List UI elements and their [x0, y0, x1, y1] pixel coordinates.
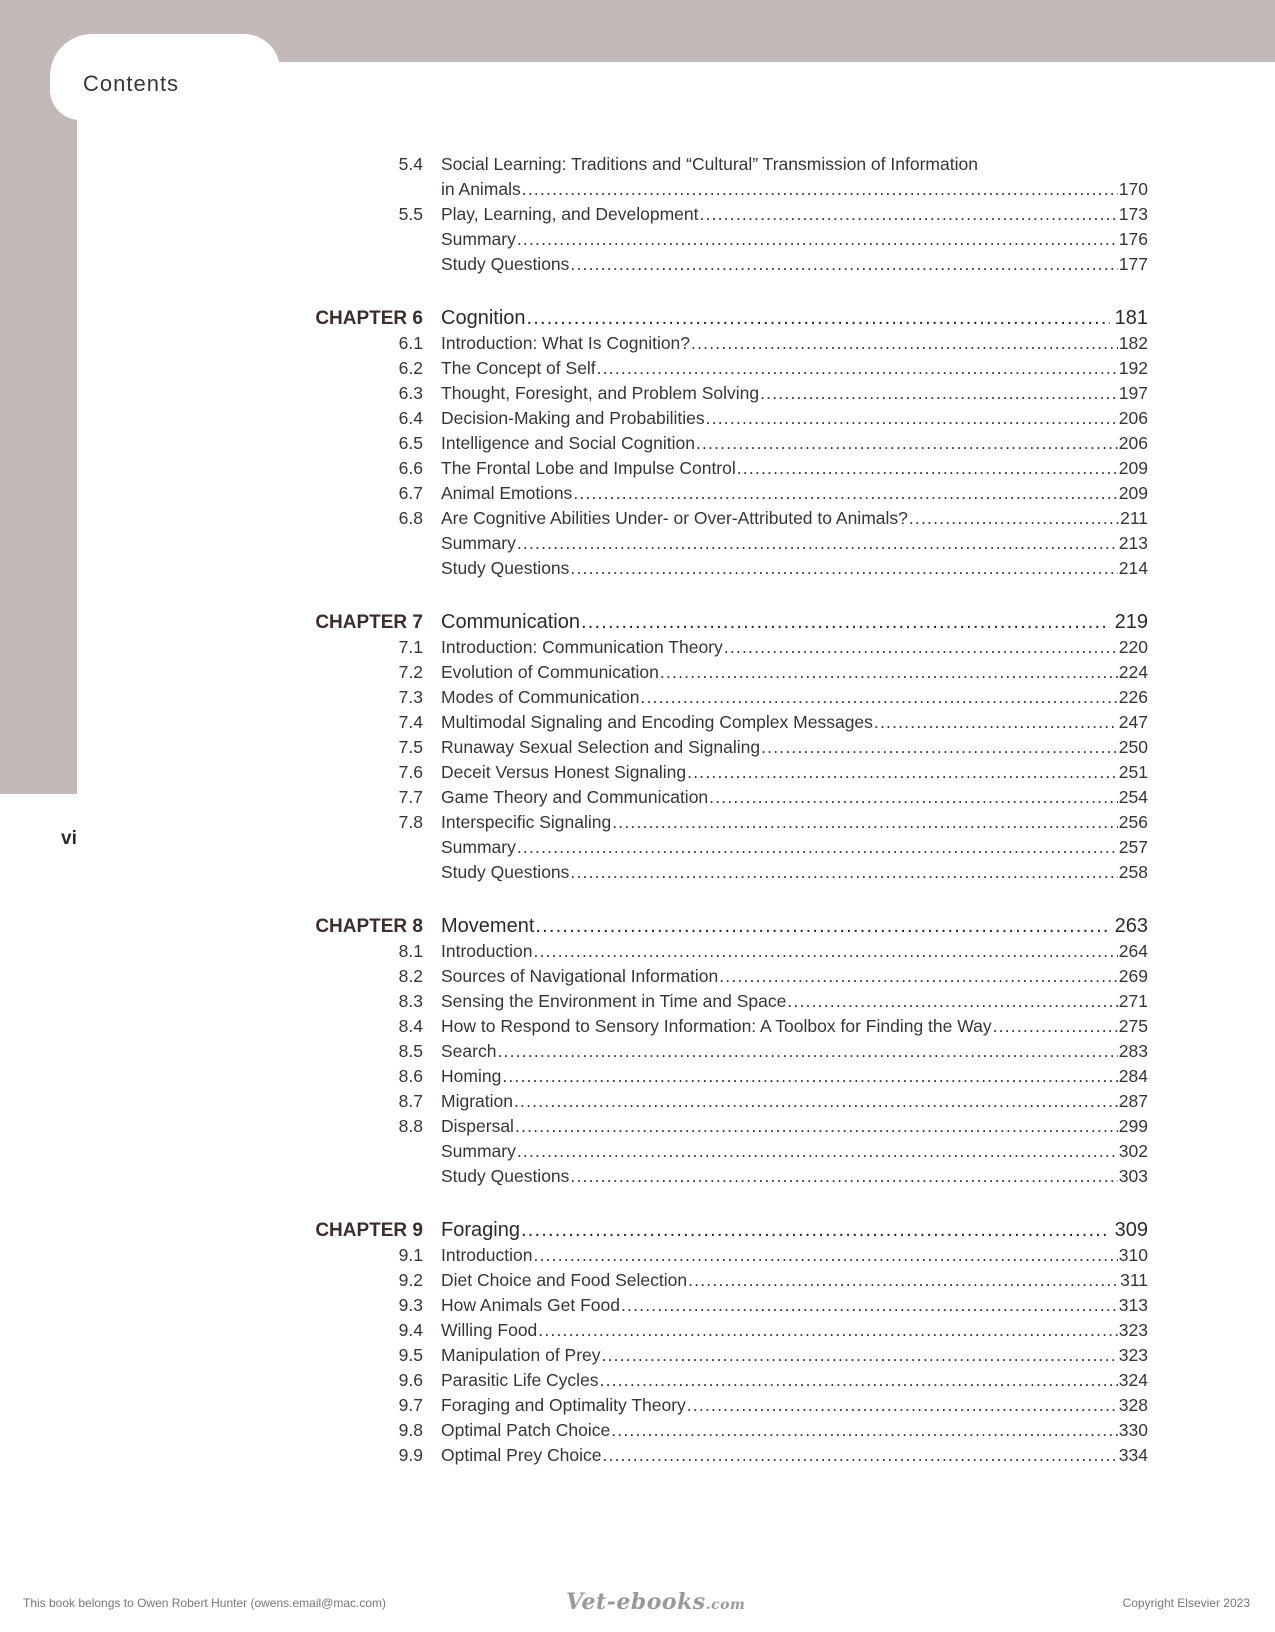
- toc-entry: [441, 1039, 1148, 1064]
- toc-section-row: [300, 1418, 1148, 1443]
- toc-page-number: 323: [1118, 1345, 1148, 1365]
- toc-section-number: 8.1: [398, 941, 423, 961]
- toc-section-number: 5.5: [398, 204, 423, 224]
- toc-dot-leader: [640, 685, 1117, 710]
- toc-section-number: 9.7: [398, 1395, 423, 1415]
- toc-section-row: [300, 1393, 1148, 1418]
- toc-entry-title: Animal Emotions: [441, 483, 573, 503]
- toc-entry-title: Diet Choice and Food Selection: [441, 1270, 688, 1290]
- toc-page-number: 209: [1118, 483, 1148, 503]
- toc-entry: [441, 1139, 1148, 1164]
- toc-section-row: [300, 331, 1148, 356]
- toc-page-number: 284: [1118, 1066, 1148, 1086]
- toc-dot-leader: [874, 710, 1118, 735]
- toc-entry-title: Foraging: [441, 1219, 520, 1241]
- toc-entry-title: Intelligence and Social Cognition: [441, 433, 695, 453]
- toc-entry-title: Introduction: [441, 1245, 533, 1265]
- toc-entry: [441, 456, 1148, 481]
- toc-entry-title: Sensing the Environment in Time and Space: [441, 991, 787, 1011]
- toc-dot-leader: [621, 1293, 1118, 1318]
- toc-dot-leader: [515, 1114, 1118, 1139]
- toc-dot-leader: [687, 760, 1118, 785]
- toc-entry: [441, 252, 1148, 277]
- toc-entry-title: Introduction: What Is Cognition?: [441, 333, 691, 353]
- toc-section-number: 8.7: [398, 1091, 423, 1111]
- toc-entry-title: Are Cognitive Abilities Under- or Over-Attributed to Animals?: [441, 508, 908, 528]
- toc-entry: [441, 1164, 1148, 1189]
- toc-page-number: 313: [1118, 1295, 1148, 1315]
- toc-entry: [441, 860, 1148, 885]
- toc-chapter-row: [300, 305, 1148, 331]
- toc-page-number: 220: [1118, 637, 1148, 657]
- toc-entry-title: Study Questions: [441, 862, 570, 882]
- toc-dot-leader: [611, 1418, 1118, 1443]
- toc-page-number: 254: [1118, 787, 1148, 807]
- toc-entry: [441, 810, 1148, 835]
- toc-section-row: [300, 1443, 1148, 1468]
- toc-section-row: [300, 1064, 1148, 1089]
- toc-section-number: 9.3: [398, 1295, 423, 1315]
- toc-section-row: [300, 1243, 1148, 1268]
- toc-entry: [441, 406, 1148, 431]
- toc-entry-title: Dispersal: [441, 1116, 514, 1136]
- toc-entry: [441, 964, 1148, 989]
- toc-entry: [441, 481, 1148, 506]
- toc-entry: [441, 356, 1148, 381]
- toc-dot-leader: [699, 202, 1117, 227]
- footer-logo-suffix: .com: [705, 1597, 746, 1613]
- toc-entry: [441, 1418, 1148, 1443]
- toc-entry-title: Homing: [441, 1066, 502, 1086]
- toc-dot-leader: [696, 431, 1118, 456]
- toc-section-number: 7.7: [398, 787, 423, 807]
- toc-entry-title: Modes of Communication: [441, 687, 640, 707]
- toc-section-number: 6.3: [398, 383, 423, 403]
- toc-entry: [441, 306, 1148, 331]
- toc-section-row: [300, 556, 1148, 581]
- toc-dot-leader: [760, 381, 1118, 406]
- toc-section-number: 7.3: [398, 687, 423, 707]
- toc-entry: [441, 785, 1148, 810]
- toc-entry-title: Willing Food: [441, 1320, 538, 1340]
- toc-entry-title: Parasitic Life Cycles: [441, 1370, 599, 1390]
- toc-section-number: 7.1: [398, 637, 423, 657]
- toc-section-number: 6.7: [398, 483, 423, 503]
- toc-section-row: [300, 381, 1148, 406]
- toc-entry: [441, 177, 1148, 202]
- toc-section-number: 6.1: [398, 333, 423, 353]
- toc-section-number: 6.8: [398, 508, 423, 528]
- toc-section-row: [300, 456, 1148, 481]
- toc-entry-title: The Concept of Self: [441, 358, 596, 378]
- toc-entry: [441, 1368, 1148, 1393]
- toc-section-row: [300, 177, 1148, 202]
- toc-dot-leader: [502, 1064, 1117, 1089]
- toc-entry: [441, 760, 1148, 785]
- toc-entry: [441, 685, 1148, 710]
- toc-dot-leader: [691, 331, 1118, 356]
- toc-chapter-label: CHAPTER 9: [315, 1220, 423, 1241]
- toc-page-number: 330: [1118, 1420, 1148, 1440]
- toc-dot-leader: [719, 964, 1118, 989]
- toc-section-row: [300, 481, 1148, 506]
- toc-section-row: [300, 227, 1148, 252]
- toc-section-row: [300, 1343, 1148, 1368]
- toc-entry-title: Optimal Patch Choice: [441, 1420, 611, 1440]
- toc-page-number: 334: [1118, 1445, 1148, 1465]
- toc-section-row: [300, 1014, 1148, 1039]
- toc-entry-title: Introduction: Communication Theory: [441, 637, 723, 657]
- toc-entry: [441, 610, 1148, 635]
- toc-section-number: 8.5: [398, 1041, 423, 1061]
- toc-entry: [441, 431, 1148, 456]
- toc-entry-title: Cognition: [441, 307, 526, 329]
- toc-dot-leader: [688, 1268, 1119, 1293]
- toc-page-number: 247: [1118, 712, 1148, 732]
- toc-chapter-row: [300, 609, 1148, 635]
- toc-section-number: 8.8: [398, 1116, 423, 1136]
- toc-section-row: [300, 810, 1148, 835]
- toc-entry-title: Study Questions: [441, 254, 570, 274]
- toc-page-number: 213: [1118, 533, 1148, 553]
- toc-entry-title: Summary: [441, 837, 516, 857]
- toc-entry-title: How to Respond to Sensory Information: A Toolbox for Finding the Way: [441, 1016, 992, 1036]
- toc-dot-leader: [570, 860, 1117, 885]
- toc-dot-leader: [527, 306, 1110, 331]
- toc-entry: [441, 506, 1148, 531]
- toc-entry-title: Game Theory and Communication: [441, 787, 709, 807]
- toc-dot-leader: [533, 1243, 1117, 1268]
- toc-section-row: [300, 685, 1148, 710]
- toc-section-row: [300, 506, 1148, 531]
- toc-dot-leader: [570, 252, 1117, 277]
- toc-section-row: [300, 660, 1148, 685]
- toc-dot-leader: [660, 660, 1118, 685]
- toc-section-row: [300, 1139, 1148, 1164]
- toc-entry: [441, 1443, 1148, 1468]
- toc-entry-title: in Animals: [441, 179, 521, 199]
- toc-section-number: 7.5: [398, 737, 423, 757]
- toc-page-number: 275: [1118, 1016, 1148, 1036]
- toc-entry: [441, 660, 1148, 685]
- toc-entry: [441, 381, 1148, 406]
- toc-entry: [441, 1243, 1148, 1268]
- toc-page-number: 302: [1118, 1141, 1148, 1161]
- footer-logo-text: Vet-ebooks: [566, 1589, 706, 1615]
- toc-entry-title: Evolution of Communication: [441, 662, 659, 682]
- toc-section-row: [300, 860, 1148, 885]
- toc-section-row: [300, 710, 1148, 735]
- toc-page-number: 197: [1118, 383, 1148, 403]
- toc-dot-leader: [535, 914, 1109, 939]
- toc-section-number: 9.2: [398, 1270, 423, 1290]
- toc-section-row: [300, 835, 1148, 860]
- toc-page-number: 263: [1114, 915, 1148, 937]
- toc-entry: [441, 835, 1148, 860]
- toc-section-row: [300, 1268, 1148, 1293]
- toc-entry: [441, 1343, 1148, 1368]
- toc-section-number: 6.4: [398, 408, 423, 428]
- toc-entry-title: Runaway Sexual Selection and Signaling: [441, 737, 761, 757]
- toc-dot-leader: [497, 1039, 1117, 1064]
- toc-entry-title: Decision-Making and Probabilities: [441, 408, 705, 428]
- running-head: Contents: [83, 71, 180, 96]
- toc-dot-leader: [521, 1218, 1110, 1243]
- toc-entry-title: Summary: [441, 1141, 516, 1161]
- toc-dot-leader: [517, 531, 1118, 556]
- toc-section-row: [300, 152, 1148, 177]
- toc-section-number: 5.4: [398, 154, 423, 174]
- toc-section-row: [300, 1089, 1148, 1114]
- toc-chapter-label: CHAPTER 7: [315, 612, 423, 633]
- toc-entry: [441, 735, 1148, 760]
- toc-dot-leader: [787, 989, 1117, 1014]
- toc-entry-title: Thought, Foresight, and Problem Solving: [441, 383, 760, 403]
- toc-page-number: 250: [1118, 737, 1148, 757]
- toc-entry: [441, 1064, 1148, 1089]
- toc-entry: [441, 1318, 1148, 1343]
- toc-section-number: 9.4: [398, 1320, 423, 1340]
- side-decorative-band: [0, 0, 77, 794]
- toc-section-number: 8.6: [398, 1066, 423, 1086]
- toc-entry-title: The Frontal Lobe and Impulse Control: [441, 458, 736, 478]
- toc-entry: [441, 939, 1148, 964]
- toc-page-number: 251: [1118, 762, 1148, 782]
- toc-section-row: [300, 1039, 1148, 1064]
- toc-entry-title: Play, Learning, and Development: [441, 204, 699, 224]
- footer-ownership-note: This book belongs to Owen Robert Hunter (owens.email@mac.com): [23, 1596, 386, 1610]
- toc-page-number: 283: [1118, 1041, 1148, 1061]
- toc-entry: [441, 227, 1148, 252]
- toc-entry-title: Search: [441, 1041, 497, 1061]
- toc-entry-title: Communication: [441, 611, 580, 633]
- toc-dot-leader: [538, 1318, 1118, 1343]
- toc-dot-leader: [909, 506, 1119, 531]
- footer-copyright: Copyright Elsevier 2023: [1122, 1596, 1250, 1610]
- toc-dot-leader: [724, 635, 1118, 660]
- toc-section-row: [300, 1114, 1148, 1139]
- toc-section-row: [300, 1164, 1148, 1189]
- toc-page-number: 256: [1118, 812, 1148, 832]
- footer-logo: [566, 1589, 745, 1615]
- toc-section-row: [300, 356, 1148, 381]
- toc-section-row: [300, 202, 1148, 227]
- toc-dot-leader: [570, 1164, 1117, 1189]
- toc-dot-leader: [602, 1343, 1118, 1368]
- toc-section-number: 6.2: [398, 358, 423, 378]
- toc-page-number: 177: [1118, 254, 1148, 274]
- toc-section-number: 9.5: [398, 1345, 423, 1365]
- toc-entry: [441, 1218, 1148, 1243]
- toc-section-number: 9.9: [398, 1445, 423, 1465]
- toc-dot-leader: [517, 835, 1118, 860]
- toc-dot-leader: [533, 939, 1117, 964]
- toc-page-number: 170: [1118, 179, 1148, 199]
- toc-section-number: 6.6: [398, 458, 423, 478]
- toc-section-row: [300, 760, 1148, 785]
- toc-entry-title: Multimodal Signaling and Encoding Complex Messages: [441, 712, 873, 732]
- toc-entry: [441, 556, 1148, 581]
- toc-dot-leader: [570, 556, 1117, 581]
- toc-dot-leader: [600, 1368, 1118, 1393]
- toc-entry: [441, 635, 1148, 660]
- toc-page-number: 271: [1118, 991, 1148, 1011]
- toc-entry: [441, 331, 1148, 356]
- toc-section-row: [300, 785, 1148, 810]
- toc-section-number: 8.2: [398, 966, 423, 986]
- toc-section-row: [300, 531, 1148, 556]
- toc-entry-title: Migration: [441, 1091, 513, 1111]
- toc-page-number: 182: [1118, 333, 1148, 353]
- toc-dot-leader: [612, 810, 1118, 835]
- toc-chapter-row: [300, 1217, 1148, 1243]
- toc-page-number: 328: [1118, 1395, 1148, 1415]
- toc-page-number: 224: [1118, 662, 1148, 682]
- toc-entry-title: Deceit Versus Honest Signaling: [441, 762, 687, 782]
- toc-entry-title: Summary: [441, 229, 516, 249]
- toc-page-number: 258: [1118, 862, 1148, 882]
- toc-page-number: 323: [1118, 1320, 1148, 1340]
- toc-section-row: [300, 252, 1148, 277]
- toc-entry: [441, 1089, 1148, 1114]
- toc-entry: [441, 152, 1148, 177]
- toc-entry: [441, 1014, 1148, 1039]
- toc-dot-leader: [602, 1443, 1117, 1468]
- toc-entry: [441, 1393, 1148, 1418]
- toc-chapter-label: CHAPTER 6: [315, 308, 423, 329]
- toc-section-row: [300, 431, 1148, 456]
- toc-dot-leader: [687, 1393, 1118, 1418]
- toc-section-row: [300, 1318, 1148, 1343]
- toc-section-number: 9.1: [398, 1245, 423, 1265]
- toc-dot-leader: [581, 610, 1110, 635]
- toc-section-row: [300, 635, 1148, 660]
- toc-entry-title: Study Questions: [441, 558, 570, 578]
- toc-section-row: [300, 735, 1148, 760]
- toc-dot-leader: [514, 1089, 1118, 1114]
- toc-page-number: 269: [1118, 966, 1148, 986]
- toc-dot-leader: [737, 456, 1118, 481]
- toc-page-number: 287: [1118, 1091, 1148, 1111]
- toc-entry: [441, 1293, 1148, 1318]
- toc-entry: [441, 202, 1148, 227]
- toc-entry-title: Interspecific Signaling: [441, 812, 612, 832]
- toc-page-number: 211: [1120, 508, 1148, 528]
- toc-entry: [441, 1114, 1148, 1139]
- toc-section-number: 7.4: [398, 712, 423, 732]
- toc-page-number: 192: [1118, 358, 1148, 378]
- toc-entry-title: Social Learning: Traditions and “Cultural” Transmission of Information: [441, 154, 978, 174]
- toc-section-row: [300, 406, 1148, 431]
- toc-entry-title: Summary: [441, 533, 516, 553]
- toc-section-number: 7.2: [398, 662, 423, 682]
- toc-section-number: 9.6: [398, 1370, 423, 1390]
- toc-page-number: 209: [1118, 458, 1148, 478]
- toc-entry-title: Foraging and Optimality Theory: [441, 1395, 686, 1415]
- table-of-contents: [300, 152, 1148, 1468]
- toc-page-number: 324: [1118, 1370, 1148, 1390]
- toc-page-number: 206: [1118, 433, 1148, 453]
- toc-entry: [441, 989, 1148, 1014]
- toc-dot-leader: [517, 1139, 1118, 1164]
- toc-entry: [441, 914, 1148, 939]
- toc-dot-leader: [517, 227, 1118, 252]
- toc-section-number: 7.8: [398, 812, 423, 832]
- toc-entry-title: How Animals Get Food: [441, 1295, 620, 1315]
- toc-page-number: 303: [1118, 1166, 1148, 1186]
- toc-entry-title: Movement: [441, 915, 535, 937]
- toc-page-number: 181: [1114, 307, 1148, 329]
- toc-dot-leader: [993, 1014, 1118, 1039]
- toc-page-number: 264: [1118, 941, 1148, 961]
- toc-page-number: 214: [1118, 558, 1148, 578]
- toc-entry-title: Study Questions: [441, 1166, 570, 1186]
- toc-section-row: [300, 1368, 1148, 1393]
- toc-section-number: 8.4: [398, 1016, 423, 1036]
- toc-section-number: 8.3: [398, 991, 423, 1011]
- toc-dot-leader: [597, 356, 1118, 381]
- toc-page-number: 226: [1118, 687, 1148, 707]
- toc-page-number: 173: [1118, 204, 1148, 224]
- toc-page-number: 219: [1114, 611, 1148, 633]
- toc-chapter-label: CHAPTER 8: [315, 916, 423, 937]
- toc-section-row: [300, 939, 1148, 964]
- toc-entry-title: Introduction: [441, 941, 533, 961]
- toc-entry: [441, 1268, 1148, 1293]
- toc-page-number: 309: [1114, 1219, 1148, 1241]
- toc-dot-leader: [522, 177, 1118, 202]
- toc-dot-leader: [706, 406, 1118, 431]
- toc-section-number: 6.5: [398, 433, 423, 453]
- toc-dot-leader: [761, 735, 1118, 760]
- toc-section-number: 7.6: [398, 762, 423, 782]
- toc-entry-title: Optimal Prey Choice: [441, 1445, 602, 1465]
- toc-entry-title: Manipulation of Prey: [441, 1345, 601, 1365]
- toc-entry: [441, 710, 1148, 735]
- toc-entry-title: Sources of Navigational Information: [441, 966, 719, 986]
- toc-page-number: 206: [1118, 408, 1148, 428]
- toc-section-row: [300, 964, 1148, 989]
- toc-section-number: 9.8: [398, 1420, 423, 1440]
- toc-entry: [441, 531, 1148, 556]
- toc-page-number: 257: [1118, 837, 1148, 857]
- page-folio: vi: [61, 828, 77, 849]
- toc-page-number: 311: [1120, 1270, 1148, 1290]
- toc-section-row: [300, 989, 1148, 1014]
- toc-page-number: 176: [1118, 229, 1148, 249]
- toc-chapter-row: [300, 913, 1148, 939]
- toc-section-row: [300, 1293, 1148, 1318]
- toc-page-number: 310: [1118, 1245, 1148, 1265]
- toc-dot-leader: [709, 785, 1118, 810]
- toc-page-number: 299: [1118, 1116, 1148, 1136]
- toc-dot-leader: [573, 481, 1117, 506]
